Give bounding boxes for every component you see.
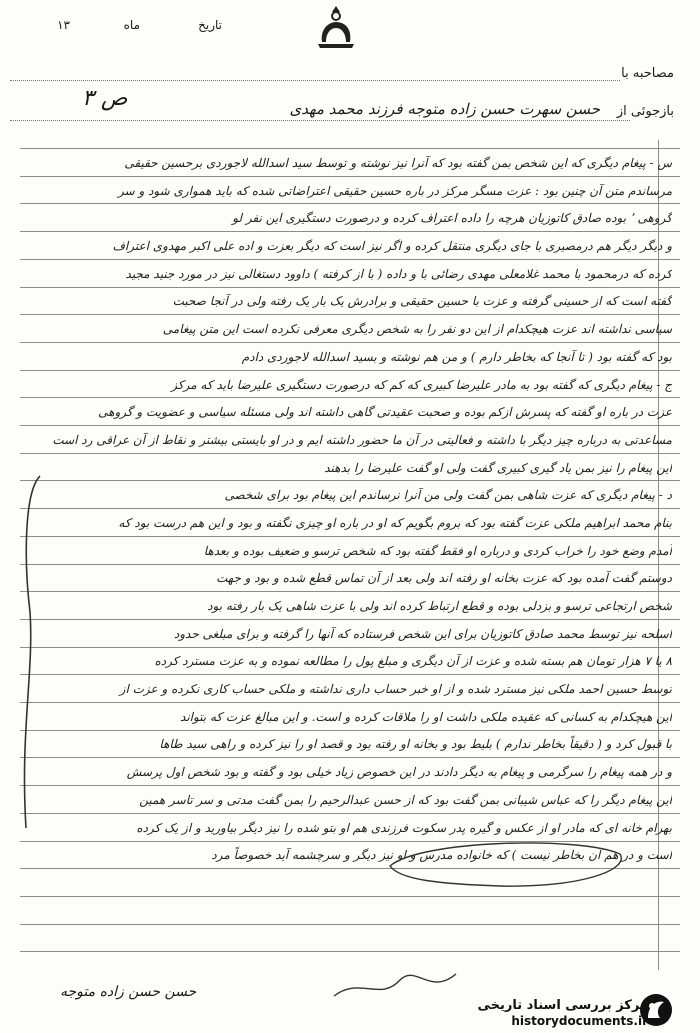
- handwritten-line: با قبول کرد و ( دقیقاً بخاطر ندارم ) بلیط بود و بخانه او رفته بود و قصد او را نیز کرده و راهی سید طاها: [159, 737, 672, 752]
- handwritten-line: ۸ یا ۷ هزار تومان هم بسته شده و عزت از آن دیگری و مبلغ پول را مطالعه نموده و به عزت مسترد کرده: [154, 654, 672, 669]
- handwritten-line: این پیغام را نیز بمن یاد گیری کبیری گفت ولی او گفت علیرضا را بدهند: [324, 460, 672, 475]
- handwritten-line: اسلحه نیز توسط محمد صادق کاتوزیان برای این شخص فرستاده که آنها را گرفته و برای مبلغی حدود: [173, 626, 672, 641]
- ruled-line: [20, 148, 680, 149]
- handwritten-body: [22, 150, 672, 870]
- handwritten-line: ج - پیغام دیگری که گفته بود به مادر علیرضا کبیری که کم که درصورت دستگیری علیرضا باید که مرکز: [171, 377, 672, 392]
- subject-name: حسن سهرت حسن زاده متوجه فرزند محمد مهدی: [289, 100, 600, 118]
- handwritten-line: و دیگر دیگر هم درمصیری با جای دیگری منتقل کرده و اگر نیز است که دیگر بعزت و اده علی اکبر مهدوی اعتراف: [112, 239, 672, 254]
- handwritten-line: عزت در باره او گفته که پسرش ازکم بوده و صحبت عقیدتی گاهی داشته اند ولی مسئله سیاسی و عضویت و گروهی: [98, 405, 672, 420]
- handwritten-line: بنام محمد ابراهیم ملکی عزت گفته بود که بروم بگویم که او در باره او چیزی نگفته و بود و این هم درست بود که: [118, 515, 672, 530]
- year-label: ۱۳: [57, 18, 70, 32]
- watermark-org-name: مرکز بررسی اسناد تاریخی: [477, 998, 648, 1013]
- ruled-line: [20, 896, 680, 897]
- handwritten-line: است و در هم آن بخاطر نیست ) که خانواده مدرس و او نیز دیگر و سرچشمه آید خصوصاً مرد: [211, 848, 672, 863]
- handwritten-line: مرساندم متن آن چنین بود : عزت مسگر مرکز در باره حسین حقیقی اعتراضاتی شده که باید همواری شود و سر: [117, 183, 672, 198]
- date-label: تاریخ: [198, 18, 222, 32]
- handwritten-line: بود که گفته بود ( تا آنجا که بخاطر دارم ) و من هم نوشته و بسید اسدالله لاجوردی دادم: [241, 349, 672, 364]
- interview-line: [10, 80, 620, 81]
- watermark-url: historydocuments.ir: [511, 1014, 648, 1028]
- ruled-line: [20, 951, 680, 952]
- signature: حسن حسن زاده متوجه: [60, 984, 197, 1000]
- page-number: ص ۳: [82, 86, 128, 111]
- handwritten-line: آمدم وضع خود را خراب کردی و درباره او فقط گفته بود که شخص ترسو و ضعیف بوده و بعدها: [203, 543, 672, 558]
- handwritten-line: این هیچکدام به کسانی که عقیده ملکی داشت او را ملاقات کرده و است. و این مبالغ عزت که بتواند: [180, 709, 672, 724]
- lion-and-sun-emblem-icon: [312, 4, 360, 52]
- handwritten-line: دوستم گفت آمده بود که عزت بخانه او رفته اند ولی بعد از آن تماس قطع شده و بود و جهت: [216, 571, 672, 586]
- interrogation-label: بازجوئی از: [616, 104, 674, 119]
- margin-bracket-mark: [16, 472, 44, 832]
- handwritten-line: گروهی ٬ بوده صادق کاتوزیان هرچه را داده اعتراف کرده و درصورت دستگیری این نفر لو: [232, 211, 672, 226]
- scribble-mark: [330, 966, 460, 1006]
- handwritten-line: شخص ارتجاعی ترسو و بزدلی بوده و قطع ارتباط کرده اند ولی با عزت شاهی یک بار رفته بود: [207, 599, 672, 613]
- handwritten-line: کرده که درمحمود با محمد غلامعلی مهدی رضائی با و داده ( با از کرفته ) داوود دستغالی نیز در مورد جنید مجید: [125, 266, 672, 281]
- handwritten-line: و در همه پیغام را سرگرمی و پیغام به دیگر دادند در این خصوص زیاد خیلی بود و گفته و بود شخص اول پرسش: [126, 765, 672, 780]
- handwritten-line: بهرام خانه ای که مادر او از عکس و گیره پدر سکوت فرزندی هم او بتو شده را نیز دیگر بیاورید و از یک کرده: [136, 820, 672, 835]
- month-label: ماه: [123, 18, 140, 32]
- handwritten-line: س - پیغام دیگری که این شخص بمن گفته بود که آنرا نیز نوشته و توسط سید اسدالله لاجوردی برحسین حقیقی: [124, 156, 672, 170]
- handwritten-line: سیاسی نداشته اند عزت هیچکدام از این دو نفر را به شخص دیگری معرفی نکرده است این متن پیغامی: [162, 322, 672, 337]
- interrogation-line: [10, 120, 630, 121]
- handwritten-line: د - پیغام دیگری که عزت شاهی بمن گفت ولی من آنرا نرساندم این پیغام بود برای شخصی: [224, 488, 672, 503]
- handwritten-line: این پیغام دیگر را که عباس شیبانی بمن گفت بود که از حسن عبدالرحیم را بمن گفت مدتی و سر تاسر همین: [139, 792, 672, 807]
- circled-text-mark: [380, 836, 630, 892]
- interview-label: مصاحبه با: [621, 66, 674, 81]
- ruled-line: [20, 924, 680, 925]
- handwritten-line: مساعدتی به درباره چیز دیگر با داشته و فعالیتی در آن ما حضور داشته ایم و در او بایستی بیشتر و نقاط از آن عراقی رد است: [52, 432, 672, 447]
- handwritten-line: گفته است که از حسینی گرفته و عزت با حسین حقیقی و برادرش یک بار یک رفته ولی در آنجا صحبت: [172, 294, 672, 309]
- handwritten-line: توسط حسین احمد ملکی نیز مسترد شده و از او خبر حساب داری نداشته و ملکی حساب کاری نکرده و عزت از: [119, 682, 672, 697]
